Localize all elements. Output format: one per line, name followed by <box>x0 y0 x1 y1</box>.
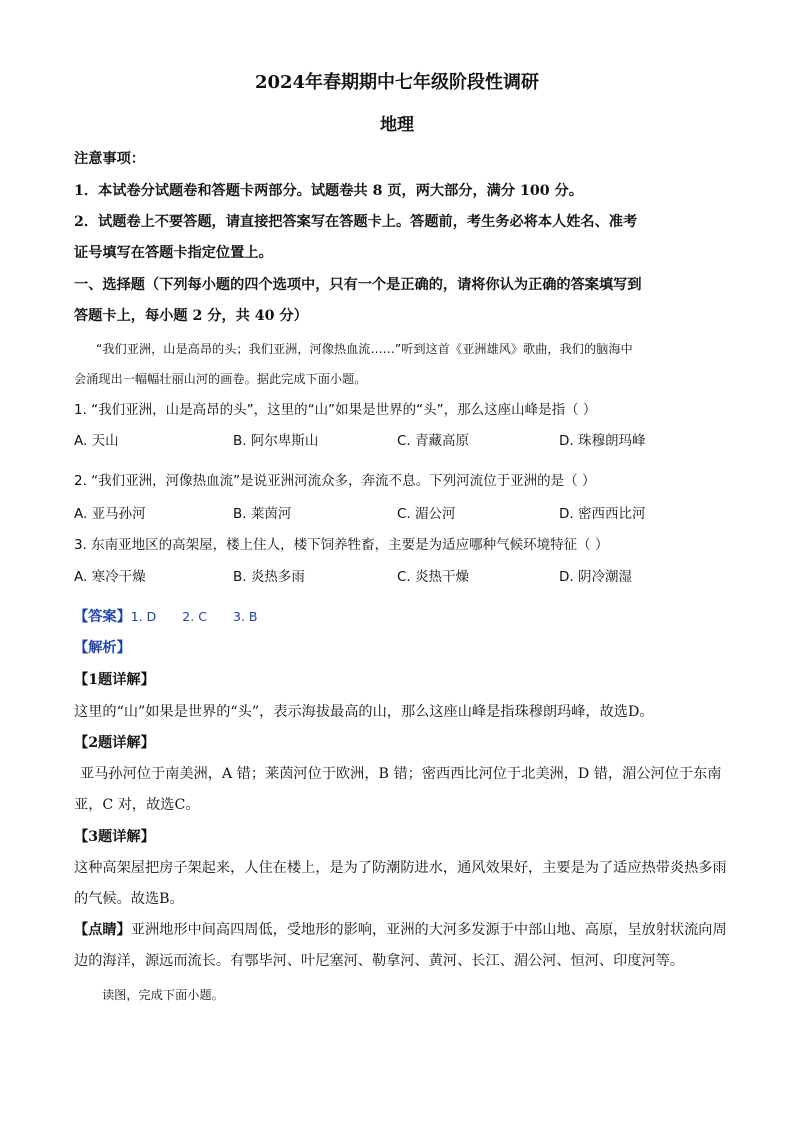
question-2-option-a: A. 亚马孙河 <box>74 506 146 522</box>
answer-value-1: 1. D <box>130 609 157 624</box>
question-1-option-a: A. 天山 <box>74 433 119 449</box>
notice-heading: 注意事项： <box>74 151 145 167</box>
answer-line <box>74 607 283 627</box>
tip-line-2: 边的海洋，源远而流长。有鄂毕河、叶尼塞河、勒拿河、黄河、长江、湄公河、恒河、印度河等。 <box>74 953 685 969</box>
question-1-option-c: C. 青藏高原 <box>397 433 470 449</box>
tip-text-1: 亚洲地形中间高四周低，受地形的影响，亚洲的大河多发源于中部山地、高原，呈放射状流向周 <box>130 922 727 938</box>
detail-2-tag: 【2题详解】 <box>74 735 155 751</box>
question-1-option-d: D. 珠穆朗玛峰 <box>559 433 646 449</box>
subject-title: 地理 <box>380 115 414 135</box>
tip-tag: 【点睛】 <box>74 922 131 938</box>
question-3-option-d: D. 阴冷潮湿 <box>559 569 632 585</box>
question-2-option-b: B. 莱茵河 <box>233 506 292 522</box>
section-heading-line-2: 答题卡上，每小题 2 分，共 40 分） <box>74 308 308 324</box>
page-title: 2024年春期期中七年级阶段性调研 <box>254 72 540 93</box>
section-heading-line-1: 一、选择题（下列每小题的四个选项中，只有一个是正确的，请将你认为正确的答案填写到 <box>74 277 642 293</box>
question-1-stem: 1. “我们亚洲，山是高昂的头”，这里的“山”如果是世界的“头”，那么这座山峰是指（ ） <box>74 402 597 418</box>
next-intro: 读图，完成下面小题。 <box>102 988 224 1002</box>
intro-line-2: 会涌现出一幅幅壮丽山河的画卷。据此完成下面小题。 <box>74 372 367 386</box>
detail-2-line-2: 亚，C 对，故选C。 <box>74 797 200 813</box>
question-3-option-b: B. 炎热多雨 <box>233 569 305 585</box>
answer-tag: 【答案】 <box>74 609 131 625</box>
detail-3-line-1: 这种高架屋把房子架起来，人住在楼上，是为了防潮防进水，通风效果好，主要是为了适应热带炎热多雨 <box>74 860 727 876</box>
intro-line-1: “我们亚洲，山是高昂的头；我们亚洲，河像热血流……”听到这首《亚洲雄风》歌曲，我们的脑海中 <box>96 342 633 356</box>
detail-2-line-1: 亚马孙河位于南美洲，A 错；莱茵河位于欧洲，B 错；密西西比河位于北美洲，D 错，湄公河位于东南 <box>80 766 722 782</box>
question-2-option-d: D. 密西西比河 <box>559 506 646 522</box>
detail-3-line-2: 的气候。故选B。 <box>74 891 184 907</box>
notice-item-2-line-2: 证号填写在答题卡指定位置上。 <box>74 245 273 261</box>
analysis-tag: 【解析】 <box>74 640 131 656</box>
detail-3-tag: 【3题详解】 <box>74 829 155 845</box>
detail-1-text: 这里的“山”如果是世界的“头”，表示海拔最高的山，那么这座山峰是指珠穆朗玛峰，故选D。 <box>74 704 654 720</box>
question-3-option-a: A. 寒冷干燥 <box>74 569 146 585</box>
question-2-option-c: C. 湄公河 <box>397 506 456 522</box>
notice-item-1: 1．本试卷分试题卷和答题卡两部分。试题卷共 8 页，两大部分，满分 100 分。 <box>74 183 583 199</box>
detail-1-tag: 【1题详解】 <box>74 672 155 688</box>
question-3-stem: 3. 东南亚地区的高架屋，楼上住人，楼下饲养牲畜，主要是为适应哪种气候环境特征（ ） <box>74 537 609 553</box>
notice-item-2-line-1: 2．试题卷上不要答题，请直接把答案写在答题卡上。答题前，考生务必将本人姓名、准考 <box>74 214 638 230</box>
question-2-stem: 2. “我们亚洲，河像热血流”是说亚洲河流众多，奔流不息。下列河流位于亚洲的是（ ） <box>74 473 596 489</box>
answer-value-2: 2. C <box>182 609 207 624</box>
answer-value-3: 3. B <box>232 609 258 624</box>
question-1-option-b: B. 阿尔卑斯山 <box>233 433 319 449</box>
tip-line-1 <box>74 920 727 940</box>
question-3-option-c: C. 炎热干燥 <box>397 569 470 585</box>
